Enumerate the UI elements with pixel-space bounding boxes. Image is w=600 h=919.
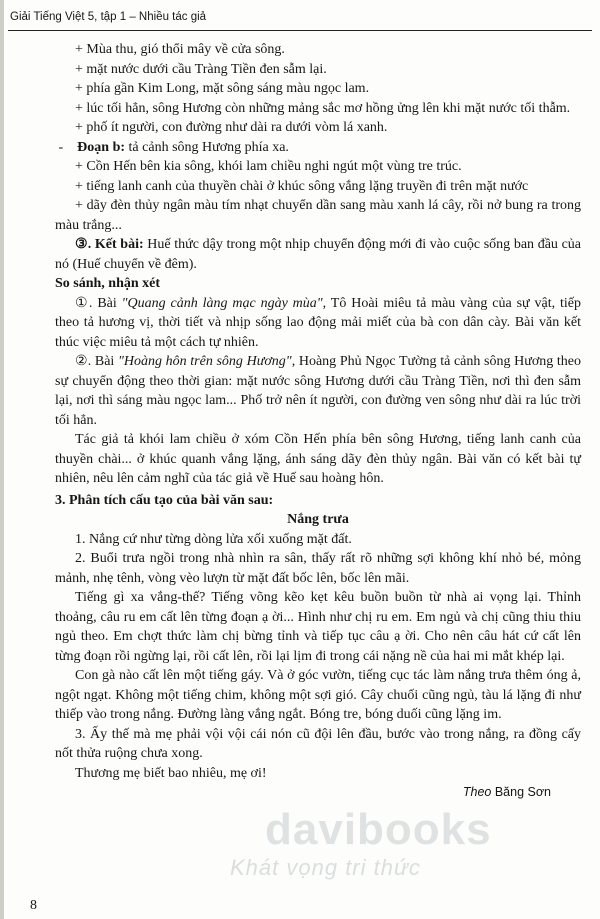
ss1-title: "Quang cảnh làng mạc ngày mùa" — [121, 295, 323, 311]
watermark — [230, 805, 590, 895]
ket-bai — [55, 235, 581, 274]
line-b2: + tiếng lanh canh của thuyền chài ở khúc sông vắng lặng truyền đi trên mặt nước — [75, 178, 529, 194]
poem-title: Nắng trưa — [287, 512, 349, 527]
page-number: 8 — [30, 898, 37, 913]
line-1: + Mùa thu, gió thổi mây về cửa sông. — [75, 42, 285, 57]
watermark-slogan: Khát vọng tri thức — [230, 855, 421, 880]
paragraph-2c: Con gà nào cất lên một tiếng gáy. Và ở góc vườn, tiếng cục tác làm nắng trưa thêm óng ả, ngột ngạt. Không một tiếng chim, không một sợi gió. Cây chuối cũng ngủ, tàu lá lặng đi như thiếp vào trong nắng. Đường làng vắng ngắt. Bóng tre, bóng duối cũng lặng im. — [55, 668, 581, 722]
line-b3: + dãy đèn thủy ngân màu tím nhạt chuyển dần sang màu xanh lá cây, rồi nở bung ra trong màu trắng... — [55, 198, 581, 233]
doan-b-text: tả cảnh sông Hương phía xa. — [125, 139, 289, 155]
line-5: + phố ít người, con đường như dài ra dưới vòm lá xanh. — [75, 120, 388, 135]
line-3: + phía gần Kim Long, mặt sông sáng màu ngọc lam. — [75, 81, 370, 96]
watermark-logo-text: davibooks — [265, 805, 492, 854]
author-prefix: Theo — [462, 785, 492, 799]
page-body — [55, 40, 581, 803]
doan-b: - Đoạn b: tả cảnh sông Hương phía xa. — [55, 139, 289, 155]
paragraph-1: 1. Nắng cứ như từng dòng lửa xối xuống mặt đất. — [75, 531, 352, 547]
section-3-title: 3. Phân tích cấu tạo của bài văn sau: — [55, 492, 274, 508]
ss2-text: , Hoàng Phủ Ngọc Tường tả cảnh sông Hương theo sự chuyển động theo thời gian: mặt nước sông Hương dưới cầu Tràng Tiền, nơi thì đen sẫm lại, nơi thì sáng màu ngọc lam... Phố trở nên ít người, con đường ven sông như dài ra lúc trời tối hẳn. — [55, 354, 581, 428]
ss1-text: , Tô Hoài miêu tả màu vàng của sự vật, tiếp theo tả hương vị, thời tiết và nhịp sống lao động mải miết của bà con dân cày. Bài văn kết thúc việc miêu tả một cách tự nhiên. — [55, 295, 581, 350]
line-4: + lúc tối hẳn, sông Hương còn những mảng sắc mơ hồng ửng lên khi mặt nước tối thẫm. — [75, 100, 571, 116]
header-title: Giải Tiếng Việt 5, tập 1 – Nhiều tác giả — [10, 11, 207, 23]
ss2-title: "Hoàng hôn trên sông Hương" — [117, 354, 292, 369]
line-2: + mặt nước dưới cầu Tràng Tiền đen sẫm lại. — [75, 61, 327, 77]
line-b1: + Cồn Hến bên kia sông, khói lam chiều nghi ngút một vùng tre trúc. — [75, 159, 462, 174]
ket-bai-label: ③. Kết bài: — [75, 237, 144, 252]
so-sanh-title: So sánh, nhận xét — [55, 276, 161, 291]
paragraph-3: 3. Ấy thế mà mẹ phải vội vội cái nón cũ đội lên đầu, bước vào trong nắng, ra đồng cấy nốt thửa ruộng chưa xong. — [55, 726, 581, 761]
so-sanh-1 — [55, 294, 581, 353]
paragraph-2: 2. Buổi trưa ngồi trong nhà nhìn ra sân, thấy rất rõ những sợi không khí nhỏ bé, mỏng mảnh, nhẹ tênh, vòng vèo lượn từ mặt đất bốc lên, bốc lên mãi. — [55, 551, 581, 586]
paragraph-3b: Thương mẹ biết bao nhiêu, mẹ ơi! — [75, 765, 267, 781]
ket-bai-text: Huế thức dậy trong một nhịp chuyển động mới đi vào cuộc sống ban đầu của nó (Huế chuyển về đêm). — [55, 237, 581, 272]
so-sanh-2 — [55, 352, 581, 430]
author-credit — [55, 783, 581, 803]
author-name: Băng Sơn — [491, 785, 551, 799]
doan-b-label: Đoạn b: — [77, 139, 126, 155]
page-header — [8, 4, 592, 31]
paragraph-2b: Tiếng gì xa vắng-thế? Tiếng võng kẽo kẹt kêu buồn buồn từ nhà ai vọng lại. Thỉnh thoảng, câu ru em cất lên từng đoạn ạ ời... Hình như chị ru em. Em ngủ và chị cũng thiu thiu ngủ theo. Em chợt thức làm chị bừng tỉnh và tiếp tục câu ạ ời. Cho nên câu hát cứ cất lên từng đoạn rồi ngừng lại, rồi cất lên, rồi lại lịm đi trong cái nặng nề của hai mi mắt khép lại. — [55, 590, 581, 664]
ss2-prefix: ②. Bài — [75, 354, 118, 369]
so-sanh-3: Tác giả tả khói lam chiều ở xóm Cồn Hến phía bên sông Hương, tiếng lanh canh của thuyền chài... ở khúc quanh vắng lặng, ánh sáng dãy đèn thủy ngân. Bài văn có kết bài tự nhiên, nêu lên cảm nghĩ của tác giả về Huế sau hoàng hôn. — [55, 432, 581, 486]
page-edge-shadow — [0, 0, 4, 919]
ss1-prefix: ①. Bài — [75, 295, 122, 311]
